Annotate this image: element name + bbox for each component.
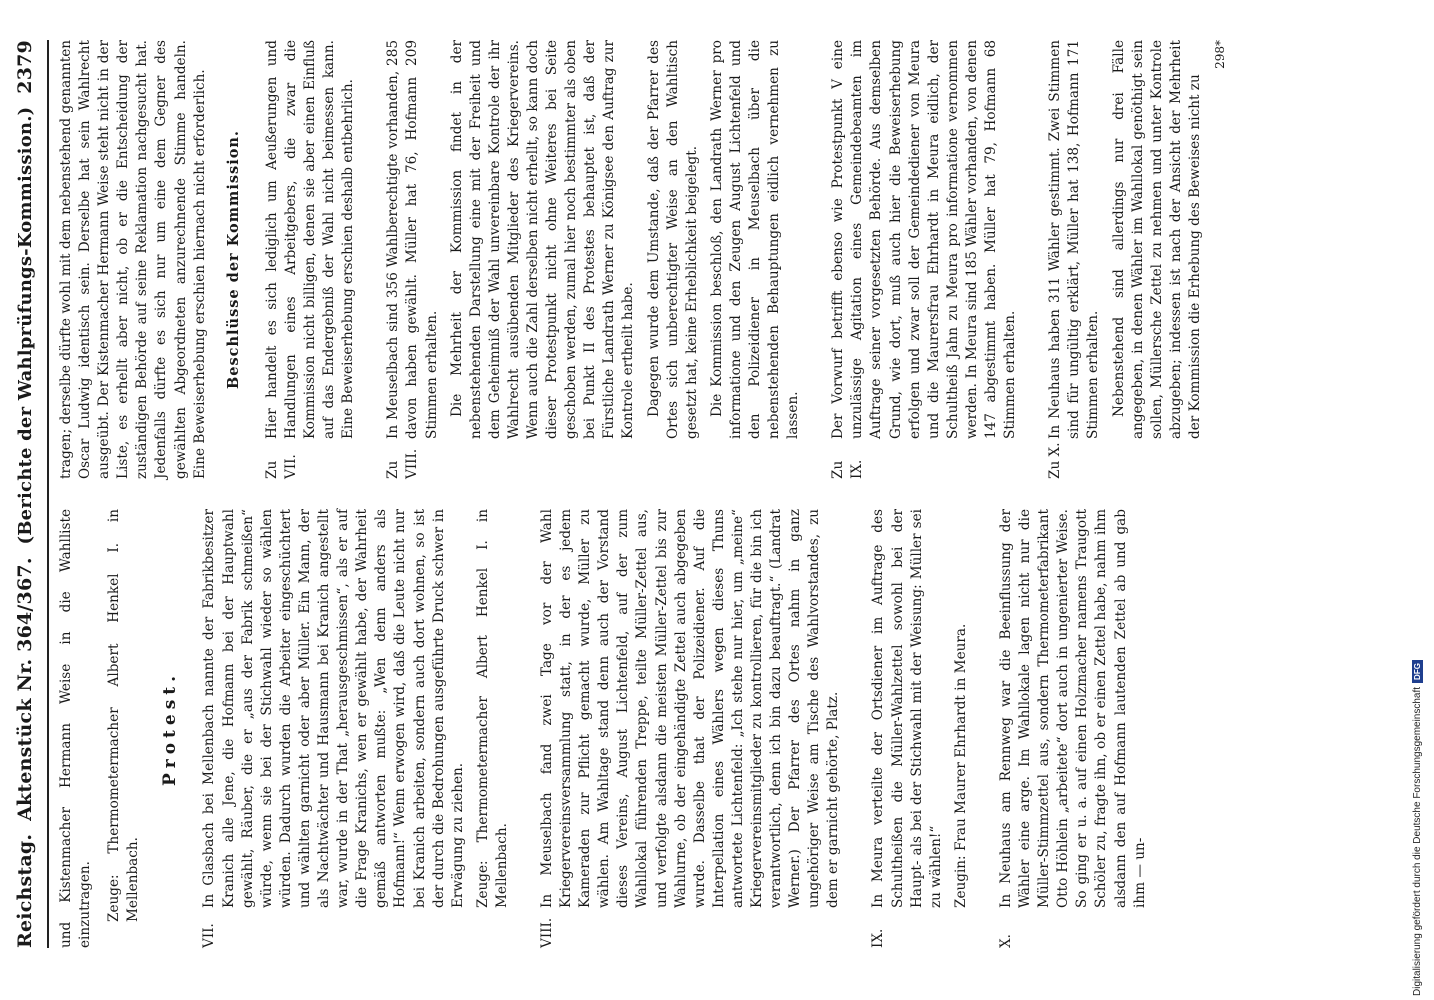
decision-item-10 bbox=[1046, 40, 1230, 479]
page-header bbox=[14, 40, 49, 948]
item-number: VIII. bbox=[538, 917, 555, 948]
decision-item-9 bbox=[829, 40, 1026, 479]
decision-heading: Beschlüsse der Kommission. bbox=[224, 130, 242, 389]
item-text: Der Vorwurf betrifft ebenso wie Protestpunkt V eine unzulässige Agitation eines Gemeindebeamten im Auftrage seiner vorgesetzten Behörde. Aus demselben Grund, wie dort, muß auch hier die Beweiserhebung erfolgen und zwar soll der Gemeindediener von Meura und die Maurersfrau Ehrhardt in Meura eidlich, der Schultheiß Jahn zu Meura pro informatione vernommen werden. In Meura sind 185 Wähler vorhanden, von denen 147 abgestimmt haben. Müller hat 79, Hofmann 68 Stimmen erhalten. bbox=[830, 40, 1019, 439]
protest-item-8 bbox=[538, 509, 850, 948]
credit-text: Digitalisierung gefördert durch die Deutsche Forschungsgemeinschaft bbox=[1412, 686, 1423, 996]
header-title: (Berichte der Wahlprüfungs-Kommission.) bbox=[15, 106, 36, 545]
protest-item-9 bbox=[869, 509, 976, 948]
protest-continuation: und Kistenmacher Hermann Weise in die Wahlliste einzutragen. bbox=[58, 509, 94, 948]
header-center: Aktenstück Nr. 364/367. bbox=[14, 557, 36, 821]
decision-continuation: tragen; derselbe dürfte wohl mit dem nebenstehend genannten Oscar Ludwig identisch sein. Derselbe hat sein Wahlrecht ausgeübt. Der Kistenmacher Hermann Weise steht nicht in der Liste, es erhellt aber nicht, ob er die Entscheidung der zuständigen Behörde auf seine Reklamation nachgesucht hat. Jedenfalls dürfte es sich nur um eine dem Gegner des gewählten Abgeordneten anzurechnende Stimme handeln. Eine Beweiserhebung erschien hiernach nicht erforderlich. bbox=[58, 40, 208, 479]
decision-item-8 bbox=[384, 40, 809, 479]
item-paragraph: In Meuselbach sind 356 Wahlberechtigte vorhanden, 285 davon haben gewählt. Müller hat 76, Hofmann 209 Stimmen erhalten. bbox=[385, 40, 440, 439]
witness-line: Zeuge: Thermometermacher Albert Henkel I. in Mellenbach. bbox=[474, 509, 510, 908]
left-column bbox=[57, 509, 1240, 948]
digitization-credit bbox=[1412, 660, 1423, 996]
sheet-signature: 298* bbox=[1212, 40, 1227, 69]
item-text: In Glasbach bei Mellenbach nannte der Fabrikbesitzer Kranich alle Jene, die Hofmann bei der Hauptwahl gewählt, Räuber, die er „aus der Fabrik schmeißen“ würde, wenn sie bei der Stichwahl wieder so wählen würden. Dadurch wurden die Arbeiter eingeschüchtert und wählten garnicht oder aber Müller. Ein Mann, der als Nachtwächter und Hausmann bei Kranich angestellt war, wurde in der That „herausgeschmissen“, als er auf die Frage Kranichs, wen er gewählt habe, der Wahrheit gemäß antworten mußte: „Wen denn anders als Hofmann!“ Wenn erwogen wird, daß die Leute nicht nur bei Kranich arbeiten, sondern auch dort wohnen, so ist der durch die Bedrohungen ausgeführte Druck schwer in Erwägung zu ziehen. bbox=[201, 509, 466, 908]
protest-item-7 bbox=[200, 509, 518, 948]
item-number: Zu IX. bbox=[830, 459, 866, 479]
item-number: IX. bbox=[870, 928, 887, 948]
dfg-logo-icon: DFG bbox=[1412, 660, 1423, 683]
item-number: VII. bbox=[201, 923, 218, 948]
item-paragraph: Die Mehrheit der Kommission findet in der nebenstehenden Darstellung eine mit der Freiheit und dem Geheimniß der Wahl unvereinbare Kontrole der ihr Wahlrecht ausübenden Mitglieder des Kriegervereins. Wenn auch die Zahl derselben nicht erhellt, so kann doch dieser Protestpunkt nicht ohne Weiteres bei Seite geschoben werden, zumal hier noch bestimmter als oben bei Punkt II des Protestes behauptet ist, daß der Fürstliche Landrath Werner zu Königsee den Auftrag zur Kontrole ertheilt habe. bbox=[448, 40, 637, 439]
item-paragraph: Nebenstehend sind allerdings nur drei Fälle angegeben, in denen Wähler im Wahllokal genöthigt sein sollen, Müllersche Zettel zu nehmen und unter Kontrole abzugeben; indessen ist nach der Ansicht der Mehrheit der Kommission die Erhebung des Beweises nicht zu bbox=[1110, 40, 1203, 439]
item-number: Zu VII. bbox=[263, 454, 299, 479]
item-number: Zu VIII. bbox=[385, 448, 421, 479]
protest-item-10 bbox=[997, 509, 1156, 948]
witness-line: Zeugin: Frau Maurer Ehrhardt in Meura. bbox=[952, 623, 969, 908]
item-text: In Meuselbach fand zwei Tage vor der Wahl Kriegervereinsversammlung statt, in der es jedem Kameraden zur Pflicht gemacht wurde, Müller zu wählen. Am Wahltage stand denn auch der Vorstand dieses Vereins, August Lichtenfeld, auf der zum Wahllokal führenden Treppe, teilte Müller-Zettel aus, und verfolgte alsdann die meisten Müller-Zettel bis zur Wahlurne, ob der eingehändigte Zettel auch abgegeben wurde. Dasselbe that der Polizeidiener. Auf die Interpellation eines Wählers wegen dieses Thuns antwortete Lichtenfeld: „Ich stehe nur hier, um „meine“ Kriegervereinsmitglieder zu kontrollieren, für die bin ich verantwortlich, denn ich bin dazu beauftragt.“ (Landrat Werner.) Der Pfarrer des Ortes nahm in ganz ungehöriger Weise am Tische des Wahlvorstandes, zu dem er garnicht gehörte, Platz. bbox=[538, 509, 842, 908]
item-paragraph: Die Kommission beschloß, den Landrath Werner pro informatione und den Zeugen August Lichtenfeld und den Polizeidiener in Meuselbach über die nebenstehenden Behauptungen eidlich vernehmen zu lassen. bbox=[708, 40, 802, 439]
witness-line: Zeuge: Thermometermacher Albert Henkel I. in Mellenbach. bbox=[106, 509, 142, 922]
right-column bbox=[57, 40, 1240, 479]
item-number: Zu X. bbox=[1047, 442, 1064, 479]
item-text: In Neuhaus am Rennweg war die Beeinflussung der Wähler eine arge. Im Wahllokale lagen nicht nur die Müller-Stimmzettel aus, sondern Thermometerfabrikant Otto Höhlein „arbeitete“ dort auch in ungenierter Weise. So ging er u. a. auf einen Holzmacher namens Traugott Schöler zu, fragte ihn, ob er einen Zettel habe, nahm ihm alsdann den auf Hofmann lautenden Zettel ab und gab ihm — un- bbox=[997, 509, 1148, 908]
protest-heading: Protest. bbox=[160, 670, 181, 787]
item-paragraph: In Neuhaus haben 311 Wähler gestimmt. Zwei Stimmen sind für ungültig erklärt, Müller hat 138, Hofmann 171 Stimmen erhalten. bbox=[1047, 40, 1102, 439]
text-columns bbox=[57, 40, 1240, 948]
header-left: Reichstag. bbox=[14, 833, 36, 948]
item-text: In Meura verteilte der Ortsdiener im Auftrage des Schultheißen die Müller-Wahlzettel sowohl bei der Haupt- als bei der Stichwahl mit der Weisung: Müller sei zu wählen!“ bbox=[870, 509, 944, 908]
item-number: X. bbox=[997, 934, 1014, 948]
item-paragraph: Dagegen wurde dem Umstande, daß der Pfarrer des Ortes sich unberechtigter Weise an den Wahltisch gesetzt hat, keine Erheblichkeit beigelegt. bbox=[645, 40, 700, 439]
item-text: Hier handelt es sich lediglich um Aeußerungen und Handlungen eines Arbeitgebers, die zwar die Kommission nicht billigen, denen sie aber einen Einfluß auf das Endergebniß der Wahl nicht beimessen kann. Eine Beweiserhebung erschien deshalb entbehrlich. bbox=[263, 40, 357, 439]
decision-item-7 bbox=[263, 40, 364, 479]
page-number: 2379 bbox=[14, 40, 36, 94]
